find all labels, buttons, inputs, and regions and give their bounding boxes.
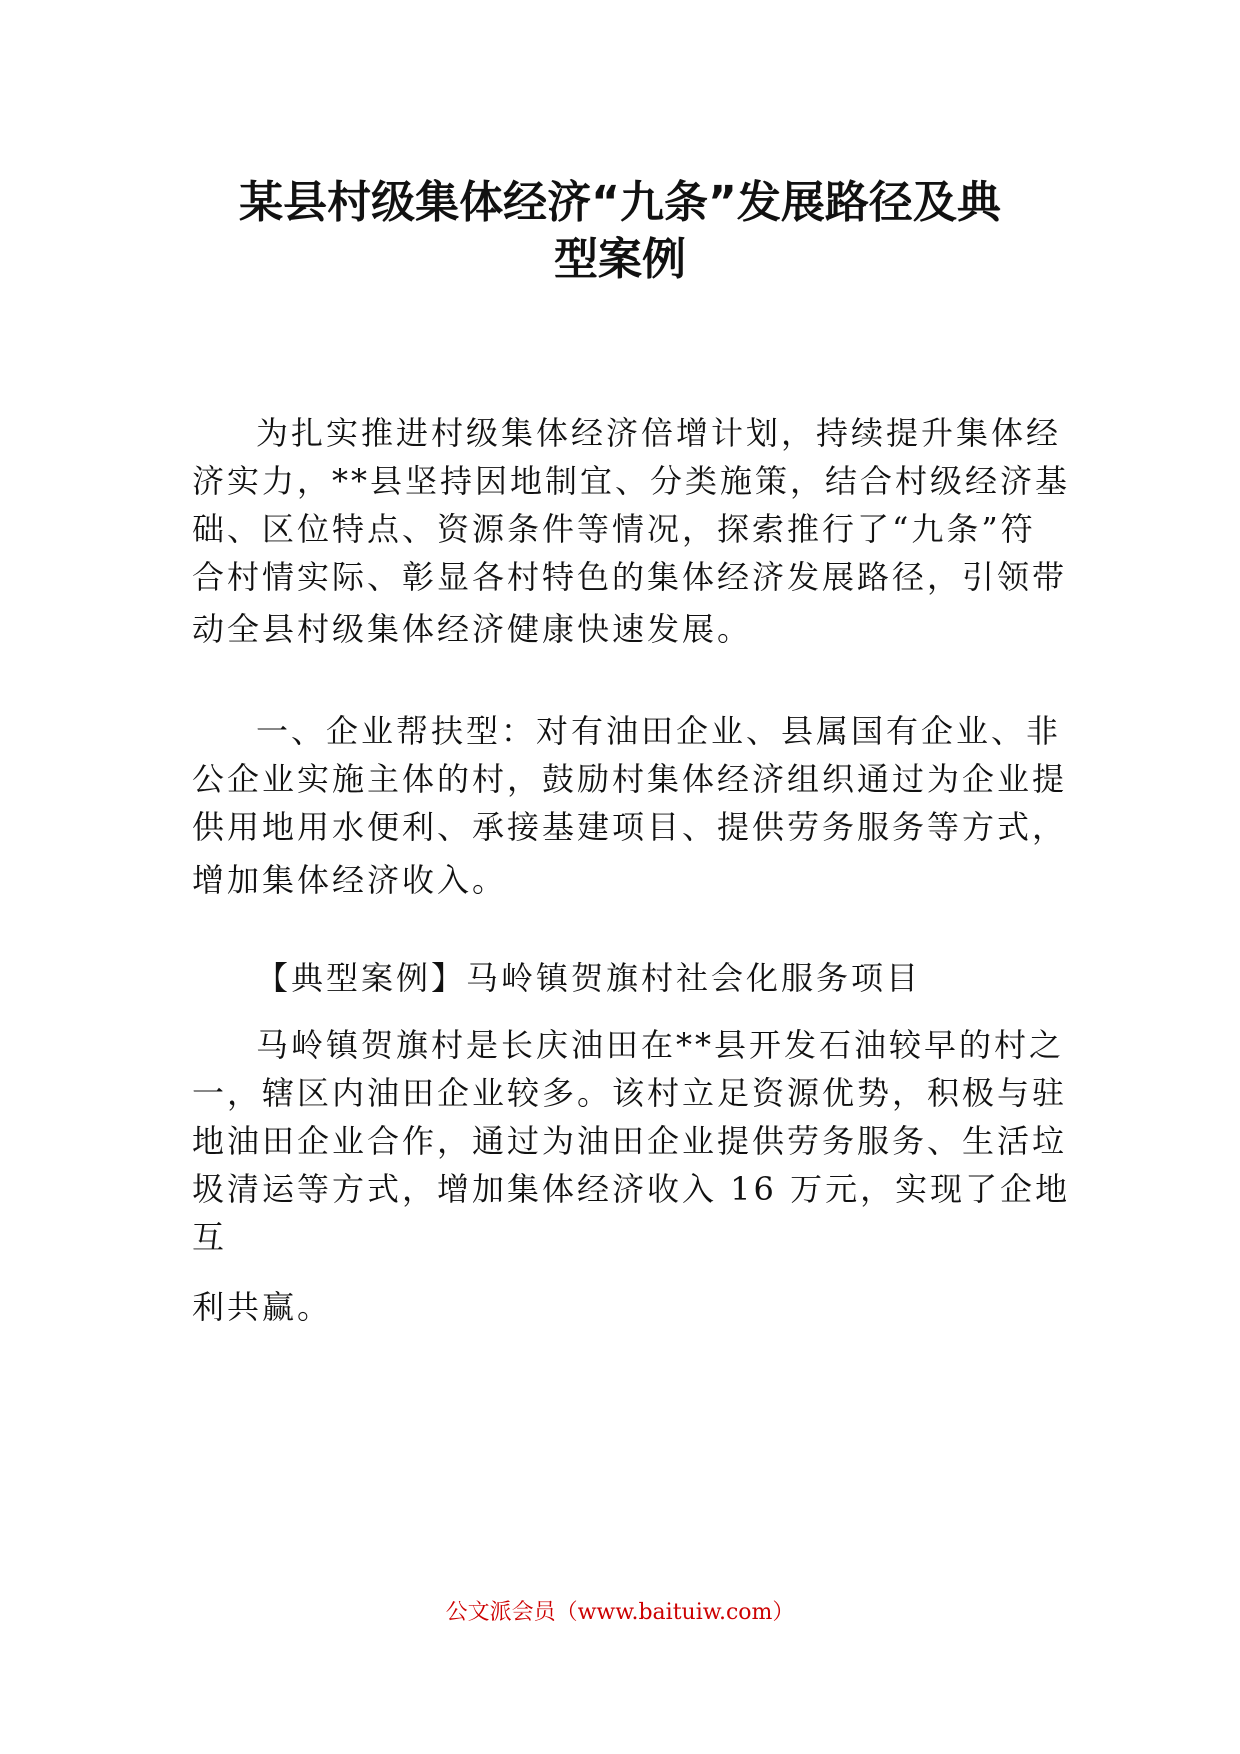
- section1-line-1: 一、企业帮扶型：对有油田企业、县属国有企业、非: [256, 712, 1062, 750]
- document-title-line-2: 型案例: [554, 234, 686, 285]
- intro-line-4: 合村情实际、彰显各村特色的集体经济发展路径，引领带: [192, 558, 1068, 596]
- intro-line-1: 为扎实推进村级集体经济倍增计划，持续提升集体经: [256, 414, 1062, 452]
- case-body-line-6: 利共赢。: [192, 1288, 333, 1326]
- case-body-line-5: 互: [192, 1218, 228, 1256]
- section1-line-2: 公企业实施主体的村，鼓励村集体经济组织通过为企业提: [192, 760, 1068, 798]
- intro-line-3: 础、区位特点、资源条件等情况，探索推行了“九条”符: [192, 510, 1036, 548]
- section1-line-4: 增加集体经济收入。: [192, 861, 508, 899]
- case-body-line-3: 地油田企业合作，通过为油田企业提供劳务服务、生活垃: [192, 1122, 1068, 1160]
- intro-line-5: 动全县村级集体经济健康快速发展。: [192, 610, 753, 648]
- footer-watermark-text: 公文派会员（www.baituiw.com）: [445, 1600, 795, 1625]
- document-title-line-1: 某县村级集体经济“九条”发展路径及典: [239, 177, 1001, 228]
- case-body-line-4: 圾清运等方式，增加集体经济收入 16 万元，实现了企地: [192, 1170, 1071, 1208]
- section1-line-3: 供用地用水便利、承接基建项目、提供劳务服务等方式，: [192, 808, 1068, 846]
- case-heading: 【典型案例】马岭镇贺旗村社会化服务项目: [256, 959, 922, 997]
- case-body-line-2: 一，辖区内油田企业较多。该村立足资源优势，积极与驻: [192, 1074, 1068, 1112]
- case-body-line-1: 马岭镇贺旗村是长庆油田在**县开发石油较早的村之: [256, 1026, 1065, 1064]
- intro-line-2: 济实力，**县坚持因地制宜、分类施策，结合村级经济基: [192, 462, 1071, 500]
